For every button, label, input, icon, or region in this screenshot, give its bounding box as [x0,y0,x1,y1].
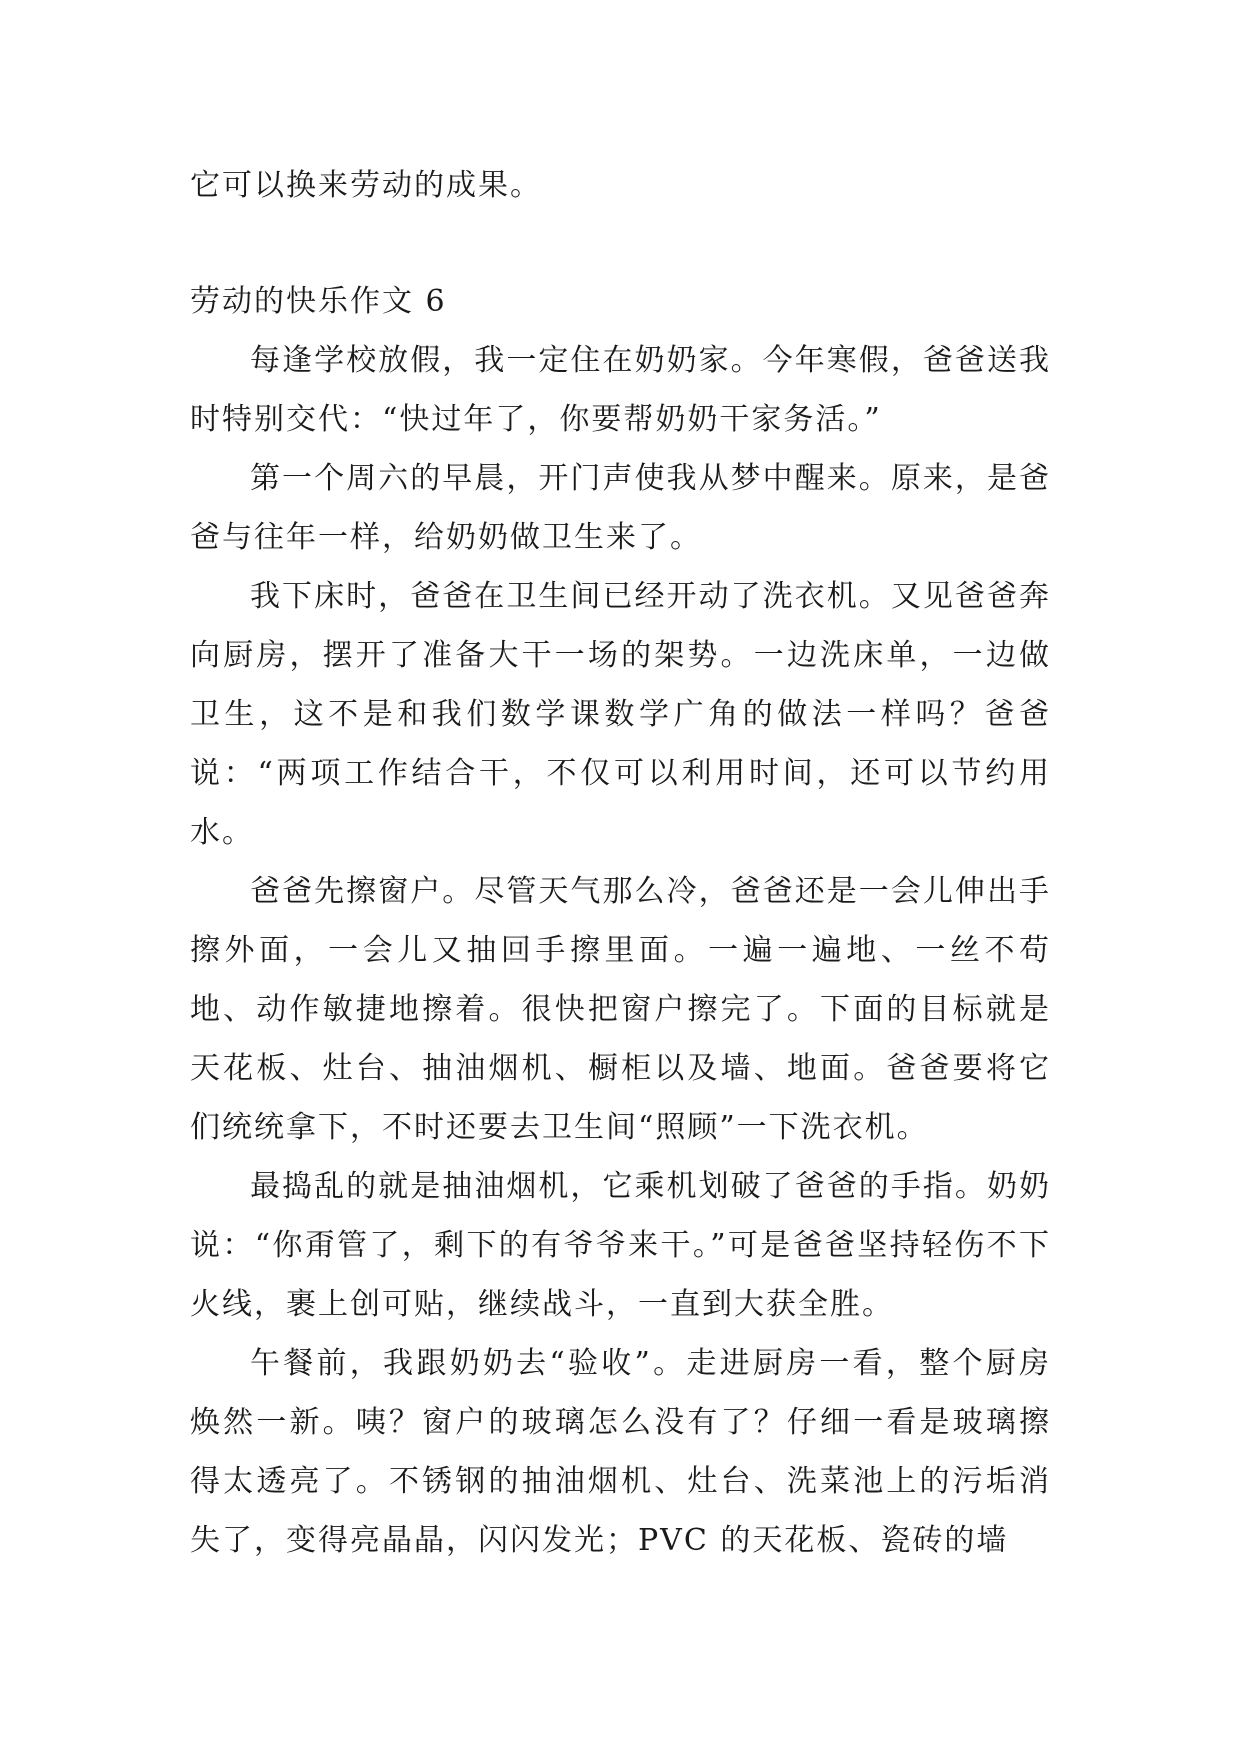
intro-line: 它可以换来劳动的成果。 [190,168,542,203]
paragraph: 第一个周六的早晨，开门声使我从梦中醒来。原来，是爸爸与往年一样，给奶奶做卫生来了。 [190,461,1051,555]
essay-title: 劳动的快乐作文 6 [190,284,447,319]
paragraph: 爸爸先擦窗户。尽管天气那么冷，爸爸还是一会儿伸出手擦外面，一会儿又抽回手擦里面。一遍一遍地、一丝不苟地、动作敏捷地擦着。很快把窗户擦完了。下面的目标就是天花板、灶台、抽油烟机、橱柜以及墙、地面。爸爸要将它们统统拿下，不时还要去卫生间“照顾”一下洗衣机。 [190,874,1051,1145]
paragraph: 每逢学校放假，我一定住在奶奶家。今年寒假，爸爸送我时特别交代：“快过年了，你要帮奶奶干家务活。” [190,343,1051,437]
essay-body [190,331,1051,1570]
paragraph: 午餐前，我跟奶奶去“验收”。走进厨房一看，整个厨房焕然一新。咦？窗户的玻璃怎么没有了？仔细一看是玻璃擦得太透亮了。不锈钢的抽油烟机、灶台、洗菜池上的污垢消失了，变得亮晶晶，闪闪发光；PVC 的天花板、瓷砖的墙 [190,1346,1051,1558]
essay-title-section [190,272,1051,331]
paragraph: 最捣乱的就是抽油烟机，它乘机划破了爸爸的手指。奶奶说：“你甭管了，剩下的有爷爷来干。”可是爸爸坚持轻伤不下火线，裹上创可贴，继续战斗，一直到大获全胜。 [190,1169,1051,1322]
paragraph: 我下床时，爸爸在卫生间已经开动了洗衣机。又见爸爸奔向厨房，摆开了准备大干一场的架势。一边洗床单，一边做卫生，这不是和我们数学课数学广角的做法一样吗？爸爸说：“两项工作结合干，不仅可以利用时间，还可以节约用水。 [190,579,1051,850]
intro-section [190,156,1051,215]
